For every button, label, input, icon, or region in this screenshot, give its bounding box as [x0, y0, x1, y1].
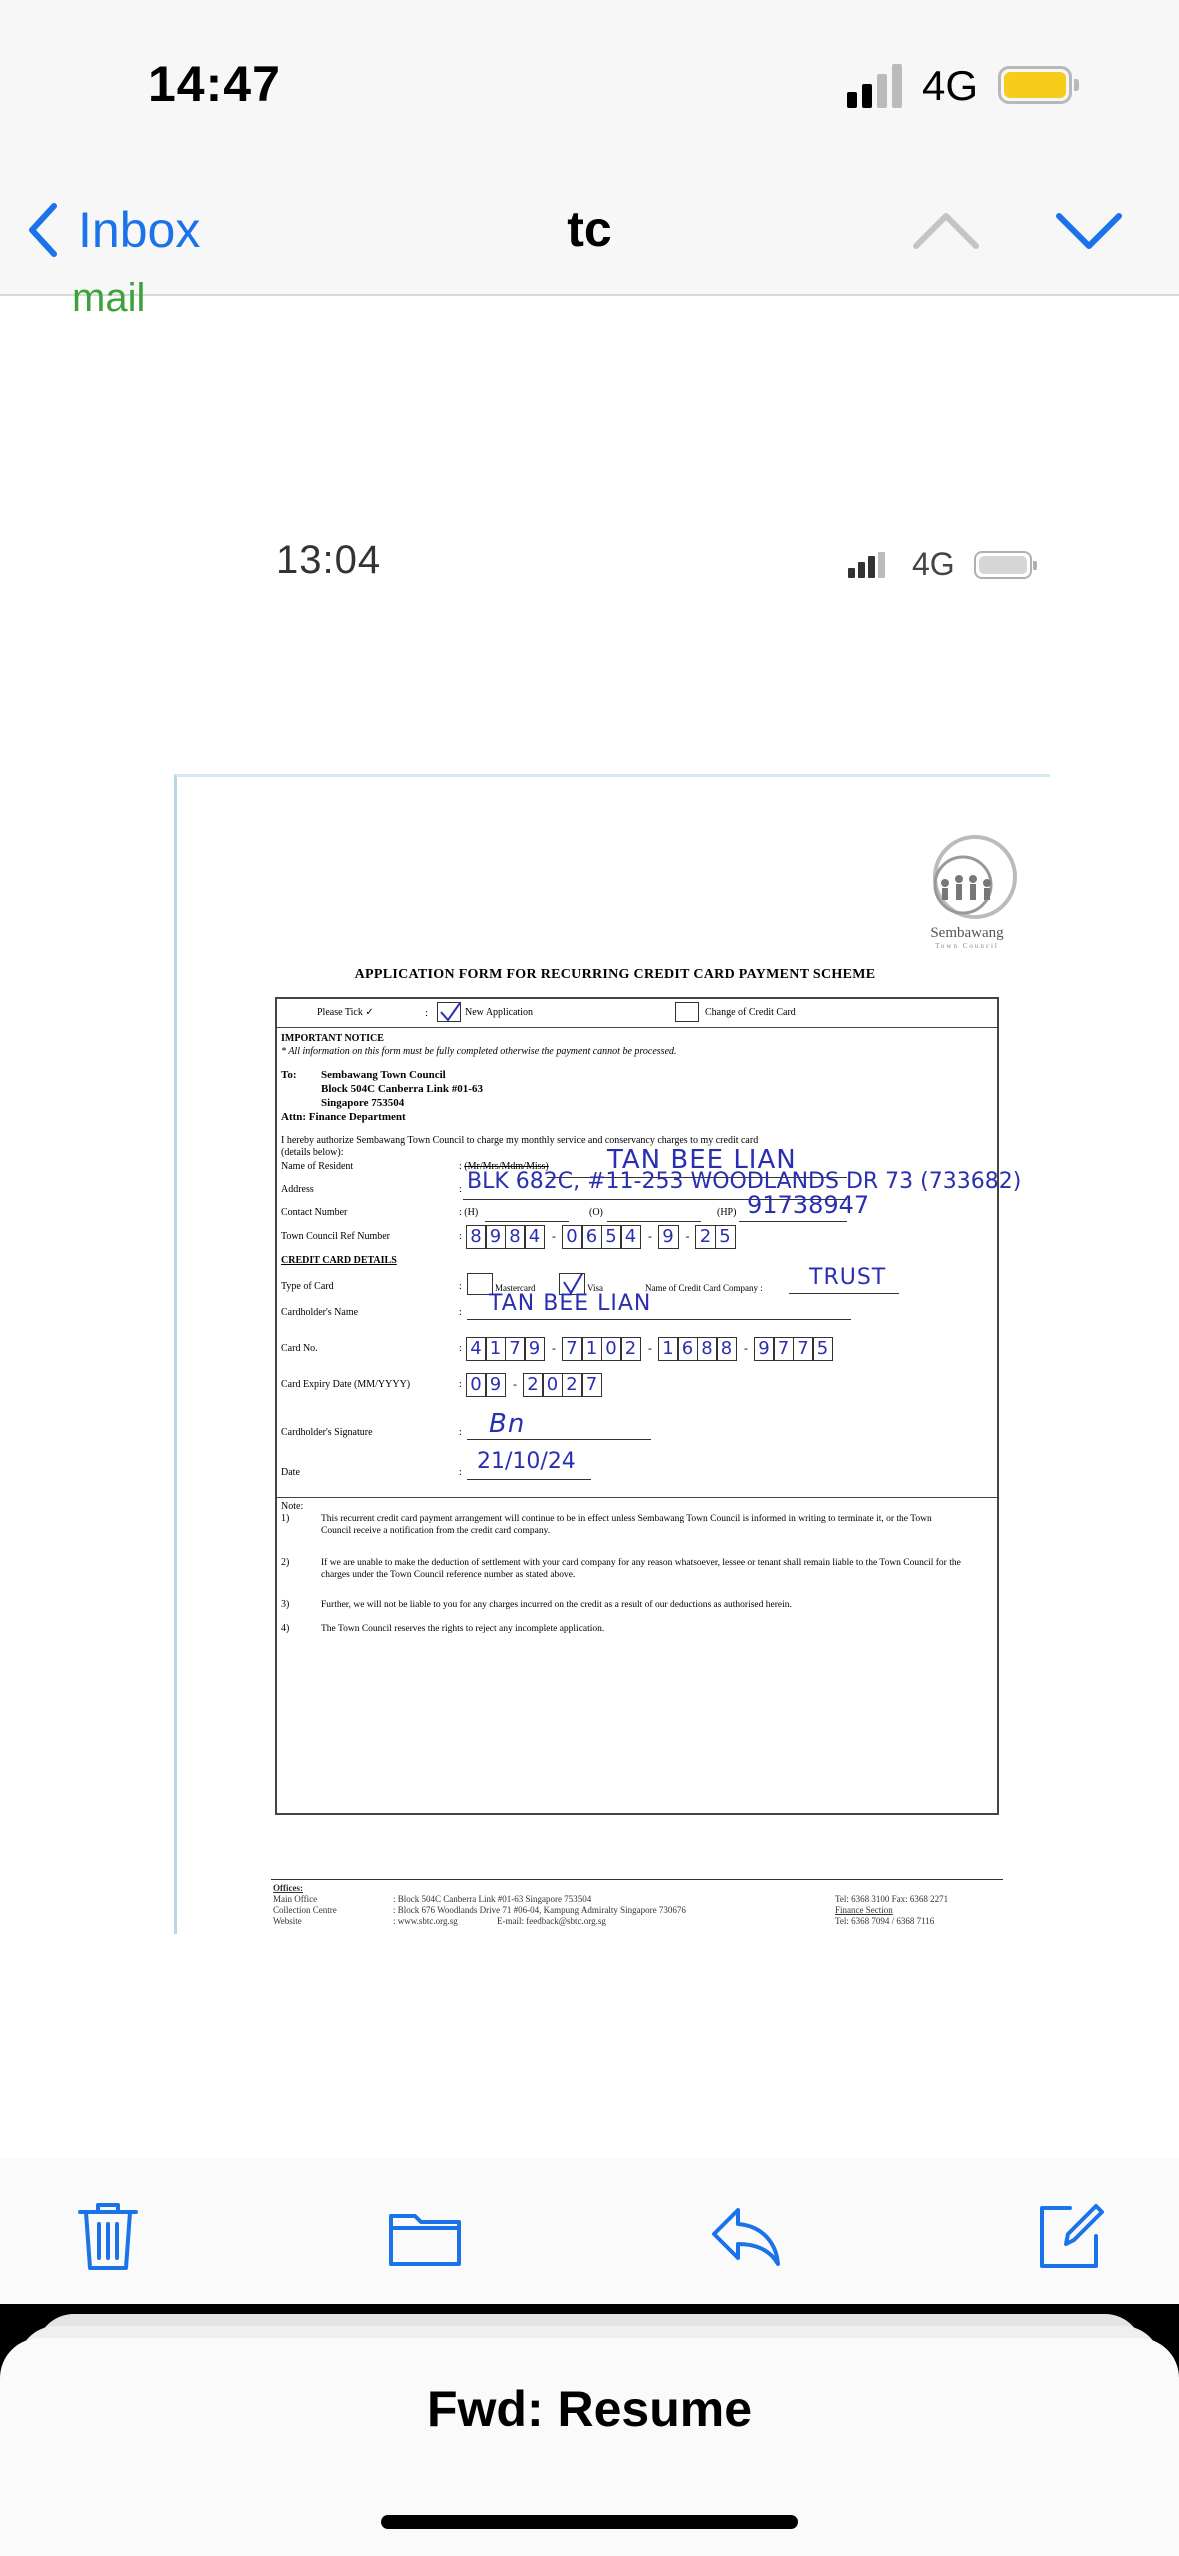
digit-box: 1 [581, 1337, 602, 1361]
digit-separator: - [648, 1229, 652, 1243]
attached-screenshot-time: 13:04 [276, 538, 382, 582]
note-4-number: 4) [281, 1623, 290, 1634]
attached-battery-icon [974, 551, 1032, 579]
digit-box: 2 [620, 1337, 641, 1361]
digit-box: 1 [485, 1337, 506, 1361]
checkmark-icon [438, 1003, 462, 1023]
draft-title[interactable]: Fwd: Resume [426, 2381, 753, 2437]
digit-box: 9 [658, 1225, 679, 1249]
logo-name: Sembawang [930, 925, 1004, 941]
digit-group [467, 1373, 506, 1397]
to-line-3: Singapore 753504 [321, 1097, 405, 1109]
card-number-label: Card No. [281, 1343, 318, 1354]
mastercard-label: Mastercard [495, 1283, 536, 1293]
footer-finance: Finance Section [835, 1905, 893, 1915]
name-label: Name of Resident [281, 1161, 354, 1172]
digit-box: 6 [677, 1337, 698, 1361]
digit-box: 7 [581, 1373, 602, 1397]
contact-hp-label: (HP) [717, 1207, 737, 1218]
status-time: 14:47 [148, 56, 281, 112]
digit-box: 4 [524, 1225, 545, 1249]
credit-card-details-heading: CREDIT CARD DETAILS [281, 1255, 397, 1266]
please-tick-label: Please Tick ✓ [317, 1007, 374, 1018]
digit-box: 2 [523, 1373, 544, 1397]
digit-box: 9 [524, 1337, 545, 1361]
reply-icon[interactable] [706, 2196, 786, 2276]
digit-box: 5 [812, 1337, 833, 1361]
email-text-fragment: mail [72, 276, 146, 320]
footer-main-office: Main Office [273, 1894, 318, 1904]
digit-box: 7 [505, 1337, 526, 1361]
digit-box: 7 [793, 1337, 814, 1361]
new-application-checkbox[interactable] [437, 1002, 461, 1022]
attn-line: Attn: Finance Department [281, 1111, 406, 1123]
note-1-text: This recurrent credit card payment arrangement will continue to be in effect unless Sembawang Town Council is informed in writing to terminate it, or the Town Council receive a notification from the credit card company. [321, 1514, 932, 1536]
date-value: 21/10/24 [477, 1449, 576, 1474]
resident-name-value: TAN BEE LIAN [607, 1145, 797, 1175]
digit-group [659, 1225, 679, 1249]
note-4-text: The Town Council reserves the rights to reject any incomplete application. [321, 1624, 605, 1634]
digit-box: 2 [562, 1373, 583, 1397]
digit-group [755, 1337, 833, 1361]
digit-box: 5 [601, 1225, 622, 1249]
digit-box: 0 [601, 1337, 622, 1361]
back-to-inbox-button[interactable] [24, 198, 200, 262]
to-line-1: Sembawang Town Council [321, 1069, 446, 1081]
digit-separator: - [552, 1341, 556, 1355]
back-label: Inbox [78, 202, 201, 258]
footer-tel-2: Tel: 6368 7094 / 6368 7116 [835, 1916, 935, 1926]
note-2-text: If we are unable to make the deduction of settlement with your card company for any reason whatsoever, lessee or tenant shall remain liable to the Town Council for the charges under the Town Council reference number as stated above. [321, 1558, 961, 1580]
digit-box: 2 [695, 1225, 716, 1249]
address-label: Address [281, 1184, 314, 1195]
cardholder-name-value: TAN BEE LIAN [489, 1291, 652, 1316]
to-label: To: [281, 1069, 297, 1081]
ref-number-boxes [467, 1225, 736, 1249]
notice-text: * All information on this form must be fully completed otherwise the payment cannot be processed. [281, 1046, 677, 1057]
expiry-boxes [467, 1373, 602, 1397]
cardholder-label: Cardholder's Name [281, 1307, 359, 1318]
digit-group [467, 1337, 545, 1361]
footer-collection: Collection Centre [273, 1905, 337, 1915]
card-company-label: Name of Credit Card Company : [645, 1283, 763, 1293]
card-company-value: TRUST [809, 1265, 887, 1290]
digit-separator: - [552, 1229, 556, 1243]
digit-box: 7 [773, 1337, 794, 1361]
digit-box: 8 [716, 1337, 737, 1361]
digit-separator: - [513, 1377, 517, 1391]
battery-icon [998, 66, 1072, 104]
footer-collection-address: : Block 676 Woodlands Drive 71 #06-04, Kampung Admiralty Singapore 730676 [393, 1905, 686, 1915]
attached-network-type: 4G [912, 546, 955, 582]
change-card-label: Change of Credit Card [705, 1007, 796, 1018]
footer-tel-1: Tel: 6368 3100 Fax: 6368 2271 [835, 1894, 949, 1904]
digit-group [563, 1225, 641, 1249]
digit-box: 7 [562, 1337, 583, 1361]
digit-separator: - [744, 1341, 748, 1355]
expiry-label: Card Expiry Date (MM/YYYY) [281, 1379, 411, 1390]
contact-label: Contact Number [281, 1207, 348, 1218]
digit-box: 1 [658, 1337, 679, 1361]
ref-number-label: Town Council Ref Number [281, 1231, 391, 1242]
footer-website: Website [273, 1916, 302, 1926]
footer-offices: Offices: [273, 1883, 303, 1893]
trash-icon[interactable] [68, 2196, 148, 2276]
digit-group [697, 1225, 736, 1249]
digit-separator: - [685, 1229, 690, 1243]
scanned-application-form[interactable] [174, 774, 1050, 1934]
form-frame: Please Tick ✓ : New Application Change of Credit Card IMPORTANT NOTICE * All information on this form must be fully completed otherwise the payment cannot be processed. To: Sembawang Town Council Block 504C Canberra Link #01-63 Singapore 753504 Attn: Finance Department I hereby authorize Sembawang Town Council to charge my monthly service and conservancy charges to my credit card (details below): Name of Resident : (Mr/Mrs/Mdm/Miss) TAN BEE LIAN Address : BLK 682C, #11-253 WOODLANDS DR 73 (733682) Contact Number : (H) (O) (HP) 91738947 Town Council Ref Number : 8 9 8 4 - 0 6 5 4 - 9 - 2 5 CREDIT CARD DETAILS Type of Card : Mastercard Visa Name of Credit Card Company : TRUST Cardholder's Name : TAN BEE LIAN Card No. : 4 1 7 9 - 7 1 0 2 - 1 6 8 8 - 9 7 7 5 Card Expiry Date (MM/YYYY) : 0 9 - 2 0 2 7 Cardholder's Signature : Bn Date : 21/10/24 Note: 1) This recurrent credit card payment arrangement will continue to be in effect unless Sembawang Town Council is informed in writing to terminate it, or the Town Council receive a notification from the credit card company. 2) If we are unable to make the deduction of settlement with your card company for any reason whatsoever, lessee or tenant shall remain liable to the Town Council for the charges under the Town Council reference number as stated above. 3) Further, we will not be liable to you for any charges incurred on the credit as a result of our deductions as authorised herein. 4) The Town Council reserves the rights to reject any incomplete application. [275, 997, 999, 1815]
card-number-boxes [467, 1337, 833, 1361]
note-heading: Note: [281, 1501, 304, 1512]
form-title: APPLICATION FORM FOR RECURRING CREDIT CARD PAYMENT SCHEME [354, 967, 876, 982]
digit-box: 9 [485, 1225, 506, 1249]
mail-toolbar [0, 2158, 1179, 2304]
network-type: 4G [922, 62, 979, 109]
to-line-2: Block 504C Canberra Link #01-63 [321, 1083, 483, 1095]
note-3-text: Further, we will not be liable to you for any charges incurred on the credit as a result of our deductions as authorised herein. [321, 1600, 792, 1610]
note-3-number: 3) [281, 1599, 290, 1610]
card-type-label: Type of Card [281, 1281, 334, 1292]
visa-label: Visa [587, 1283, 603, 1293]
address-value: BLK 682C, #11-253 WOODLANDS DR 73 (733682) [467, 1169, 1022, 1194]
signature-value: Bn [489, 1409, 526, 1439]
change-card-checkbox[interactable] [675, 1002, 699, 1022]
digit-box: 9 [754, 1337, 775, 1361]
home-indicator[interactable] [381, 2515, 798, 2529]
authorize-line-2: (details below): [281, 1147, 344, 1158]
note-1-number: 1) [281, 1513, 290, 1524]
digit-box: 8 [466, 1225, 487, 1249]
digit-box: 8 [697, 1337, 718, 1361]
previous-message-chevron-up-icon[interactable] [910, 200, 982, 260]
cellular-signal-icon [847, 62, 903, 108]
logo-subtitle: Town Council [935, 942, 999, 950]
new-application-label: New Application [465, 1007, 534, 1018]
digit-group [563, 1337, 641, 1361]
digit-box: 0 [466, 1373, 487, 1397]
digit-group [524, 1373, 602, 1397]
note-2-number: 2) [281, 1557, 290, 1568]
next-message-chevron-down-icon[interactable] [1053, 200, 1125, 260]
mail-nav-bar [0, 170, 1179, 296]
contact-h-label: : (H) [459, 1207, 479, 1218]
digit-separator: - [648, 1341, 652, 1355]
chevron-left-icon [24, 200, 60, 260]
digit-box: 0 [562, 1225, 583, 1249]
hp-number-value: 91738947 [747, 1191, 870, 1219]
footer-email[interactable]: E-mail: feedback@sbtc.org.sg [497, 1916, 606, 1926]
digit-box: 0 [542, 1373, 563, 1397]
digit-box: 9 [485, 1373, 506, 1397]
digit-box: 6 [581, 1225, 602, 1249]
attached-signal-icon [848, 552, 886, 578]
date-label: Date [281, 1467, 300, 1478]
folder-icon[interactable] [385, 2196, 465, 2276]
digit-group [467, 1225, 545, 1249]
digit-box: 5 [715, 1225, 736, 1249]
digit-group [659, 1337, 737, 1361]
footer-main-address: : Block 504C Canberra Link #01-63 Singapore 753504 [393, 1894, 592, 1904]
compose-icon[interactable] [1030, 2196, 1110, 2276]
contact-o-label: (O) [589, 1207, 603, 1218]
salutation-options: : (Mr/Mrs/Mdm/Miss) [459, 1161, 549, 1172]
footer-web-address: : www.sbtc.org.sg [393, 1916, 458, 1926]
mail-subject-title: tc [567, 201, 612, 257]
digit-box: 4 [620, 1225, 641, 1249]
digit-box: 4 [466, 1337, 487, 1361]
notice-heading: IMPORTANT NOTICE [281, 1033, 384, 1044]
signature-label: Cardholder's Signature [281, 1427, 373, 1438]
digit-box: 8 [505, 1225, 526, 1249]
sembawang-logo-icon [901, 831, 1037, 927]
authorize-line-1: I hereby authorize Sembawang Town Council to charge my monthly service and conservancy charges to my credit card [281, 1135, 759, 1146]
